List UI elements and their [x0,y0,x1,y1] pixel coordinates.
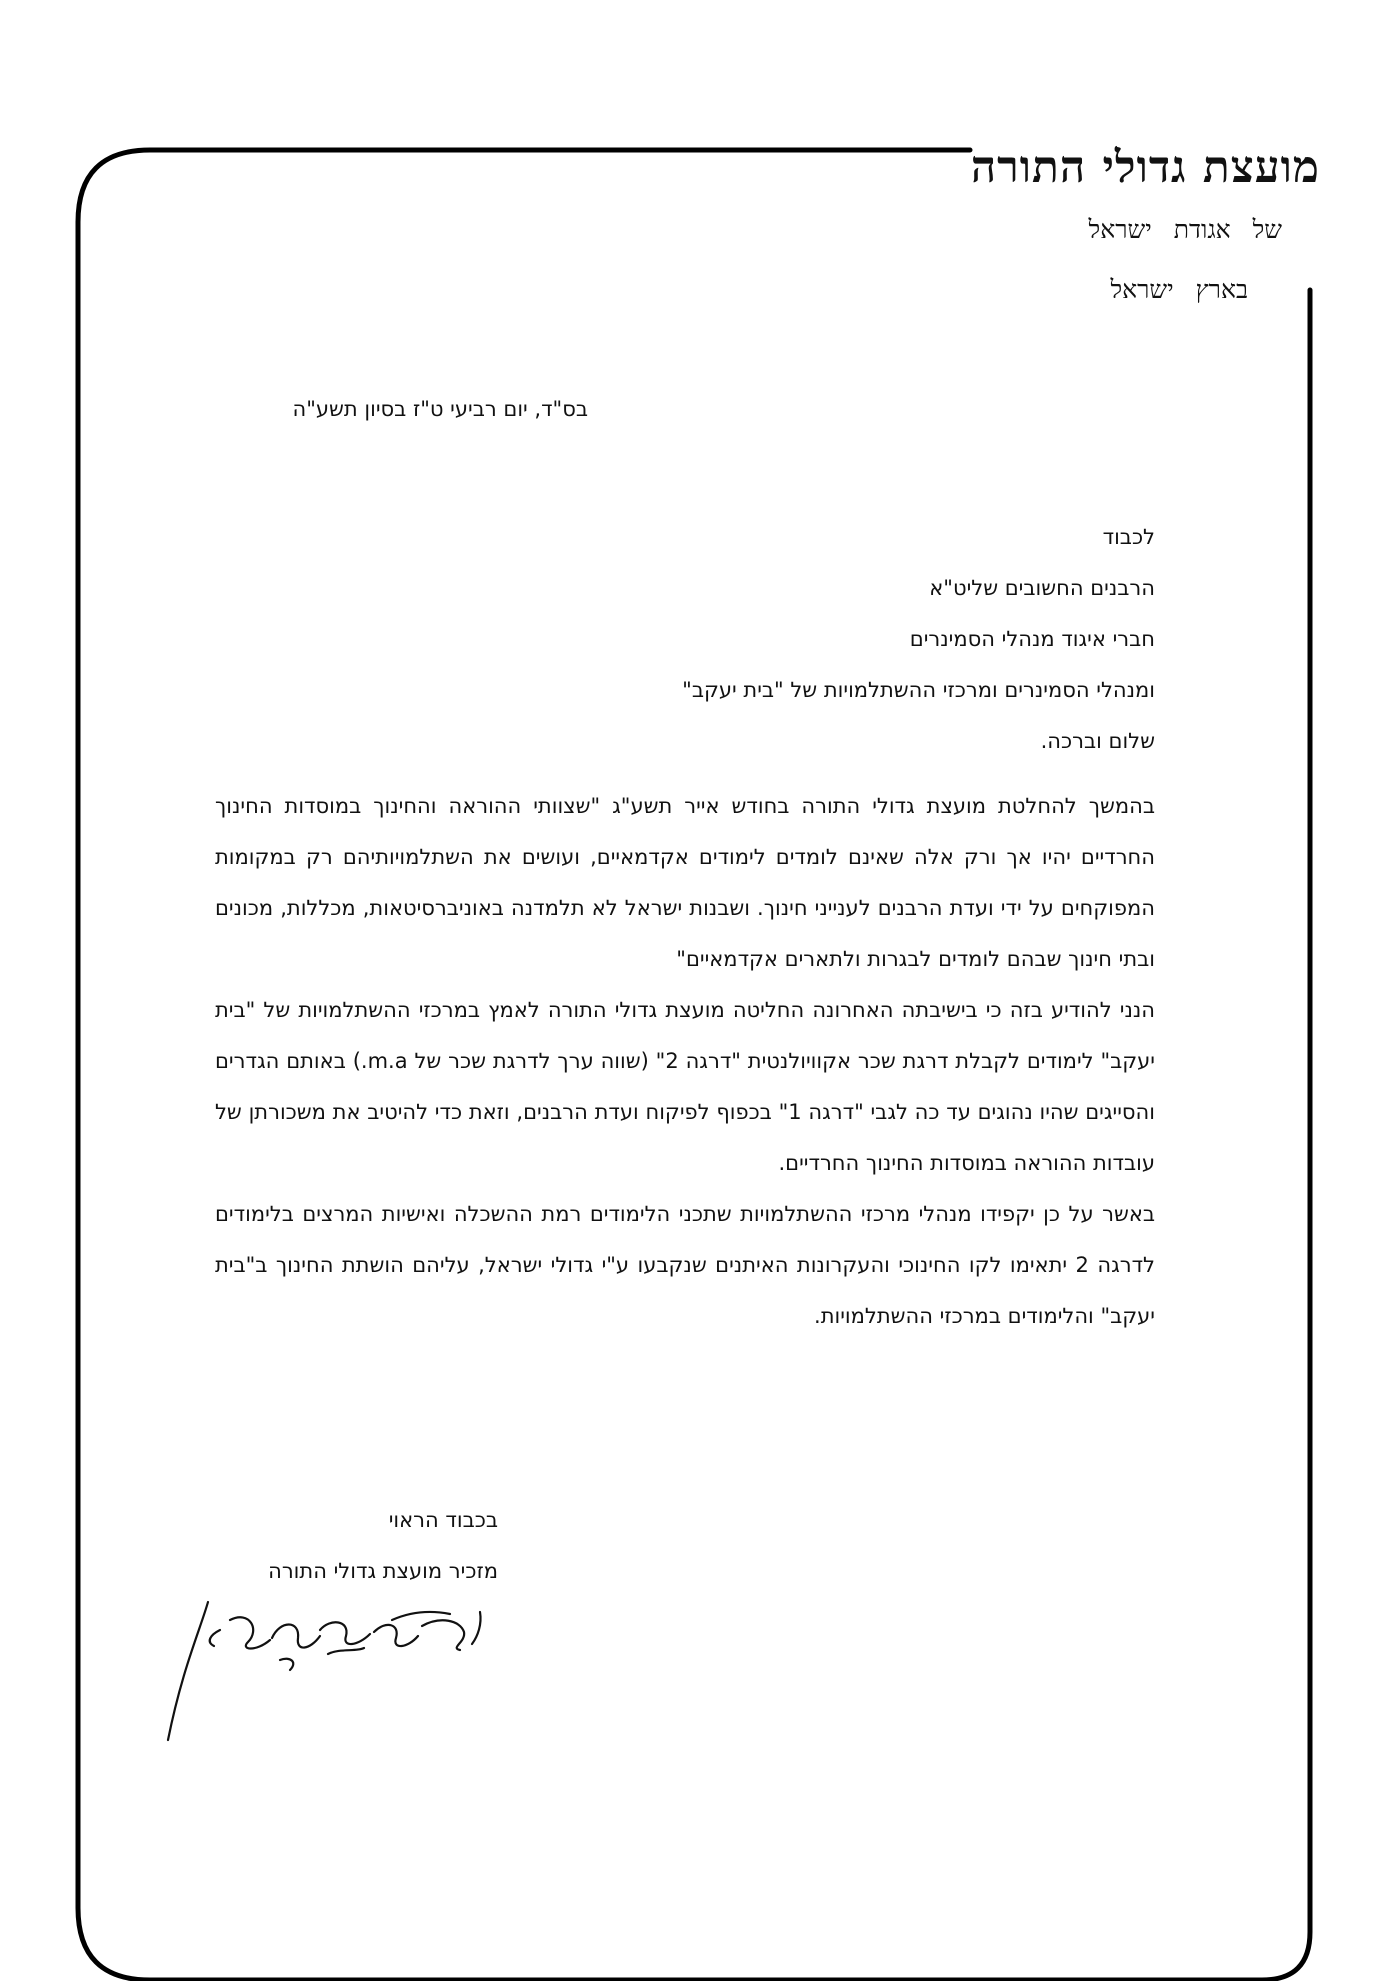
salutation-line: חברי איגוד מנהלי הסמינרים [909,627,1155,651]
body-paragraph: הנני להודיע בזה כי בישיבתה האחרונה החליטה מועצת גדולי התורה לאמץ במרכזי ההשתלמויות של "בית יעקב" לימודים לקבלת דרגת שכר אקוויולנטית "דרגה 2" (שווה ערך לדרגת שכר של m.a.) באותם הגדרים והסייגים שהיו נהוגים עד כה לגבי "דרגה 1" בכפוף לפיקוח ועדת הרבנים, וזאת כדי להיטיב את משכורתן של עובדות ההוראה במוסדות החינוך החרדיים. [215,998,1155,1175]
salutation-line: לכבוד [1102,525,1155,549]
letter-body [215,781,1155,1342]
handwritten-signature [160,1590,520,1760]
body-paragraph: בהמשך להחלטת מועצת גדולי התורה בחודש אייר תשע"ג "שצוותי ההוראה והחינוך במוסדות החינוך החרדיים יהיו אך ורק אלה שאינם לומדים לימודים אקדמאיים, ועושים את השתלמויותיהם רק במקומות המפוקחים על ידי ועדת הרבנים לענייני חינוך. ושבנות ישראל לא תלמדנה באוניברסיטאות, מכללות, מכונים ובתי חינוך שבהם לומדים לבגרות ולתארים אקדמאיים" [215,794,1155,971]
letterhead-subtitle-line2: בארץ ישראל [1110,275,1248,304]
salutation-line: הרבנים החשובים שליט"א [929,576,1155,600]
letterhead-org-name: מועצת גדולי התורה [970,142,1320,193]
letterhead-subtitle-line1: של אגודת ישראל [1088,215,1282,244]
salutation-block [455,512,1155,767]
closing-block [268,1495,498,1597]
salutation-line: שלום וברכה. [1040,729,1155,753]
body-paragraph: באשר על כן יקפידו מנהלי מרכזי ההשתלמויות שתכני הלימודים רמת ההשכלה ואישיות המרצים בלימודים לדרגה 2 יתאימו לקו החינוכי והעקרונות האיתנים שנקבעו ע"י גדולי ישראל, עליהם הושתת החינוך ב"בית יעקב" והלימודים במרכזי ההשתלמויות. [215,1202,1155,1328]
salutation-line: ומנהלי הסמינרים ומרכזי ההשתלמויות של "בית יעקב" [682,678,1155,702]
closing-line: מזכיר מועצת גדולי התורה [268,1559,498,1583]
closing-line: בכבוד הראוי [388,1508,498,1532]
letter-date: בס"ד, יום רביעי ט"ז בסיון תשע"ה [292,397,588,421]
